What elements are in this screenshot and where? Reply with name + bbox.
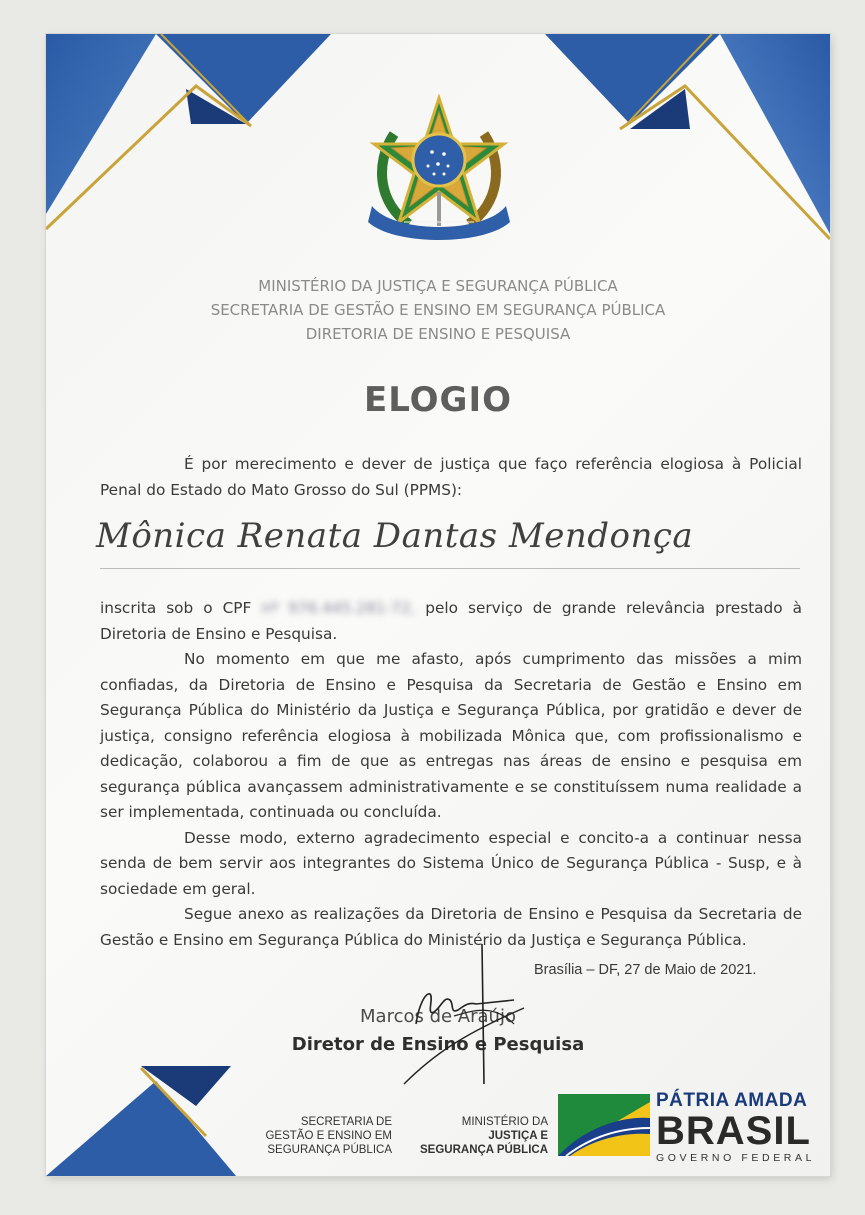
- paragraph-2: Desse modo, externo agradecimento especial e concito-a a continuar nessa senda de bem servir aos integrantes do Sistema Único de Segurança Pública - Susp, e à sociedade em geral.: [100, 828, 802, 898]
- footer-ministry-line-3: SEGURANÇA PÚBLICA: [420, 1144, 548, 1156]
- cpf-suffix: pelo serviço de grande relevância prestado à Diretoria de Ensino e Pesquisa.: [100, 599, 802, 643]
- name-underline: [100, 568, 800, 569]
- footer-secretariat-line-1: SECRETARIA DE: [300, 1116, 392, 1128]
- cpf-paragraph: [100, 596, 802, 647]
- signer-name: Marcos de Araújo: [360, 1006, 516, 1027]
- brazil-coat-of-arms-icon: [364, 94, 514, 250]
- corner-ornament-top-left: [46, 34, 336, 244]
- paragraph-1: No momento em que me afasto, após cumprimento das missões a mim confiadas, da Diretoria de Ensino e Pesquisa da Secretaria de Gestão e Ensino em Segurança Pública do Ministério da Justiça e Segurança Pública, por gratidão e dever de justiça, consigno referência elogiosa à mobilizada Mônica que, com profissionalismo e dedicação, colaborou a fim de que as entregas nas áreas de ensino e pesquisa em segurança pública avançassem administrativamente e se constituíssem numa realidade a ser implementada, continuada ou concluída.: [100, 650, 802, 821]
- date-place: Brasília – DF, 27 de Maio de 2021.: [534, 962, 757, 978]
- brazil-flag-logo-icon: [558, 1094, 650, 1156]
- corner-ornament-top-right: [540, 34, 830, 244]
- cpf-value-redacted: nº 976.445.281-72,: [261, 599, 416, 617]
- handwritten-signature-icon: [364, 934, 544, 1094]
- corner-ornament-bottom-left: [46, 1066, 246, 1176]
- header-line-ministry: MINISTÉRIO DA JUSTIÇA E SEGURANÇA PÚBLICA: [258, 277, 618, 295]
- footer-ministry-logo: [404, 1115, 548, 1157]
- institution-header: [46, 274, 830, 346]
- honoree-name: Mônica Renata Dantas Mendonça: [96, 516, 694, 556]
- brand-line-1: PÁTRIA AMADA: [656, 1090, 808, 1111]
- body-text: [100, 596, 802, 953]
- cpf-prefix: inscrita sob o CPF: [100, 599, 252, 617]
- intro-paragraph: É por merecimento e dever de justiça que faço referência elogiosa à Policial Penal do Estado do Mato Grosso do Sul (PPMS):: [100, 455, 802, 499]
- brand-line-3: GOVERNO FEDERAL: [656, 1152, 816, 1164]
- footer-ministry-line-1: MINISTÉRIO DA: [461, 1116, 548, 1128]
- certificate-page: [46, 34, 830, 1176]
- paragraph-3: Segue anexo as realizações da Diretoria de Ensino e Pesquisa da Secretaria de Gestão e Ensino em Segurança Pública do Ministério da Justiça e Segurança Pública.: [100, 905, 802, 949]
- brand-line-2: BRASIL: [656, 1109, 811, 1153]
- footer-secretariat-logo: [252, 1115, 392, 1157]
- header-line-directorate: DIRETORIA DE ENSINO E PESQUISA: [305, 325, 571, 343]
- document-title: ELOGIO: [363, 380, 513, 420]
- footer-secretariat-line-2: GESTÃO E ENSINO EM: [265, 1130, 392, 1142]
- patria-amada-brasil-logo: [656, 1090, 815, 1164]
- header-line-secretariat: SECRETARIA DE GESTÃO E ENSINO EM SEGURANÇA PÚBLICA: [210, 301, 666, 319]
- footer-ministry-line-2: JUSTIÇA E: [488, 1130, 548, 1142]
- signer-role: Diretor de Ensino e Pesquisa: [291, 1034, 585, 1055]
- footer-secretariat-line-3: SEGURANÇA PÚBLICA: [267, 1144, 392, 1156]
